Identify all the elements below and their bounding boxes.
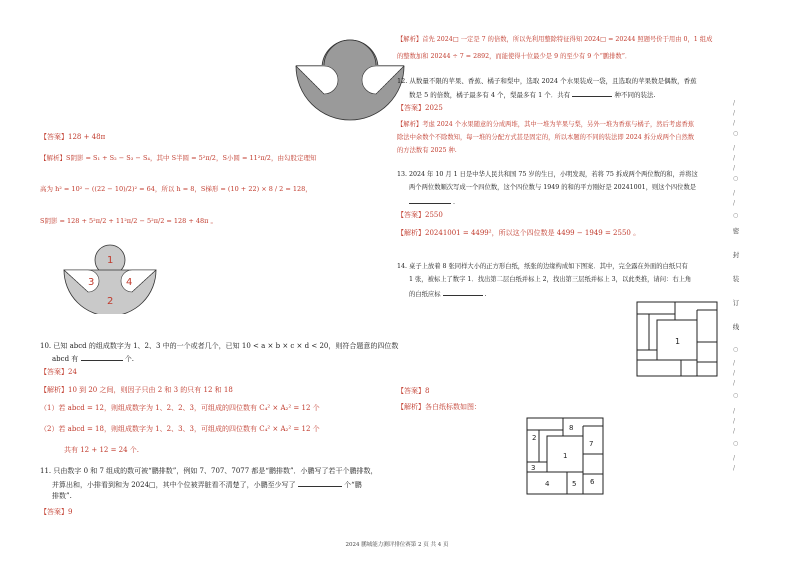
answer-q13: 【答案】2550	[397, 211, 443, 219]
question-12-line2	[409, 89, 656, 100]
fig14b-label-4: 4	[545, 480, 550, 488]
fig14b-label-1: 1	[563, 452, 568, 460]
solution-q12-line2: 除法中余数个不除数知，每一堆的分配方式甚是固定的，所以本题的不同的装法即 2024 拆分成两个自然数	[397, 134, 695, 141]
question-11-text: 并算出和，小排看到和为 2024□，其中个位被弄脏看不清楚了，小鹏至少写了	[52, 481, 296, 489]
question-14-suffix: .	[484, 291, 487, 298]
fig14b-label-3: 3	[531, 464, 536, 472]
binding-marker: /	[733, 120, 736, 127]
solution-q11-line2: 的整数加和 20244 ÷ 7 = 2892，而能使得十位最少是 9 的至少有 9 个“鹏排数”．	[397, 53, 632, 60]
binding-marker: /	[733, 190, 736, 197]
fig14-label-1: 1	[675, 337, 681, 346]
solution-q10-line3: （2）若 abcd = 18，则组成数字为 1、2、3、3，可组成的四位数有 C₄² × A₂² = 12 个	[40, 425, 320, 433]
question-10-text: abcd 有	[52, 355, 79, 363]
fig-label-1: 1	[107, 255, 114, 266]
fig14b-label-8: 8	[569, 424, 574, 432]
question-14-text: 的白纸应标	[409, 291, 441, 298]
solution-q10-line2: （1）若 abcd = 12，则组成数字为 1、2、2、3，可组成的四位数有 C₄² × A₂² = 12 个	[40, 404, 320, 412]
figure-q14-solution	[525, 416, 605, 496]
binding-marker: /	[733, 380, 736, 387]
answer-blank-q12[interactable]	[572, 89, 612, 97]
binding-char-zhuang: 装	[732, 275, 740, 283]
answer-q14: 【答案】8	[397, 387, 430, 395]
question-14-line1: 14. 桌子上放着 8 张同样大小的正方形白纸，纸张的边缘构成如下图案．其中，完全露在外面的白纸只有	[397, 263, 688, 270]
binding-marker: /	[733, 110, 736, 117]
figure-q9-solution	[52, 242, 172, 314]
question-14-line3	[409, 288, 487, 300]
binding-marker: /	[733, 455, 736, 462]
binding-marker: /	[733, 370, 736, 377]
binding-marker: ○	[733, 440, 739, 447]
solution-q10-line4: 共有 12 + 12 = 24 个.	[64, 446, 140, 454]
solution-q9-line3: S阴影 = 128 + 5²π/2 + 11²π/2 − 5²π/2 = 128 + 48π 。	[40, 217, 217, 225]
binding-marker: /	[733, 418, 736, 425]
fig14b-label-7: 7	[589, 440, 594, 448]
fig14b-label-2: 2	[532, 434, 537, 442]
answer-q10: 【答案】24	[40, 368, 77, 376]
question-11-line1: 11. 只由数字 0 和 7 组成的数可被“鹏排数”，例如 7、707、7077 都是“鹏排数”．小鹏写了若干个鹏排数，	[40, 467, 378, 475]
binding-marker: ○	[733, 130, 739, 137]
solution-q9-line1: 【解析】S阴影 = S₁ + S₂ − S₃ − S₄，其中 S半圆 = 5²π/2，S小圆 = 11²π/2，由勾股定理知	[40, 154, 317, 162]
binding-marker: ○	[733, 212, 739, 219]
binding-marker: /	[733, 428, 736, 435]
solution-q11-line1: 【解析】首先 2024□ 一定是 7 的倍数，所以先利用整除特征得知 2024□ = 20244 照题号价于用由 0，1 组成	[397, 36, 713, 43]
question-10-line2	[52, 353, 134, 364]
solution-q14: 【解析】各白纸标数如图：	[397, 403, 481, 411]
fig14b-label-5: 5	[572, 480, 577, 488]
question-13-suffix: .	[453, 199, 456, 206]
binding-marker: /	[733, 100, 736, 107]
binding-marker: /	[733, 155, 736, 162]
binding-marker: /	[733, 465, 736, 472]
binding-char-mi: 密	[732, 227, 740, 235]
question-11-line2	[52, 479, 362, 490]
binding-marker: ○	[733, 346, 739, 353]
question-10-line1: 10. 已知 abcd 的组成数字为 1、2、3 中的一个或者几个，已知 10 < a × b × c × d < 20，则符合题意的四位数	[40, 342, 399, 350]
figure-q14-papers	[635, 300, 719, 378]
answer-q9: 【答案】128 + 48π	[40, 133, 106, 141]
answer-blank-q14[interactable]	[443, 288, 483, 296]
question-14-line2: 1 张，被标上了数字 1．找出第二层白纸并标上 2，找出第三层纸并标上 3，以此类推，请问：右上角	[409, 276, 692, 283]
solution-q10-line1: 【解析】10 到 20 之间，则因子只由 2 和 3 的只有 12 和 18	[40, 386, 233, 394]
binding-char-feng: 封	[732, 251, 740, 259]
question-12-text: 数是 5 的倍数，橘子最多有 4 个，梨最多有 1 个．共有	[409, 91, 571, 99]
solution-q13: 【解析】20241001 = 4499²，所以这个四位数是 4499 − 1949 = 2550 。	[397, 229, 641, 237]
question-13-line3	[409, 196, 455, 208]
fig14b-label-6: 6	[590, 478, 595, 486]
binding-marker: ○	[733, 175, 739, 182]
binding-marker: ○	[733, 392, 739, 399]
page-footer: 2024 鹏城能力测评排位赛第 2 页 共 4 页	[345, 542, 449, 548]
question-11-line3: 排数”.	[52, 492, 72, 500]
answer-blank-q13[interactable]	[409, 196, 451, 204]
answer-q11: 【答案】9	[40, 508, 73, 516]
answer-q12: 【答案】2025	[397, 104, 443, 112]
question-12-suffix: 种不同的装法.	[614, 91, 656, 99]
solution-q9-line2: 高为 h² = 10² − ((22 − 10)/2)² = 64，所以 h = 8，S梯形 = (10 + 22) × 8 / 2 = 128，	[40, 185, 312, 193]
solution-q12-line1: 【解析】考虑 2024 个水果随意的分成两堆，其中一堆为苹果与梨，另外一堆为香蕉与橘子，然后考虑香蕉	[397, 121, 695, 128]
question-13-line1: 13. 2024 年 10 月 1 日是中华人民共和国 75 岁的生日，小明发现，若将 75 拆成两个两位数的和，并将这	[397, 171, 698, 178]
fig-label-3: 3	[88, 277, 95, 288]
fig-label-4: 4	[126, 277, 133, 288]
binding-marker: /	[733, 408, 736, 415]
binding-marker: /	[733, 200, 736, 207]
question-11-suffix: 个“鹏	[344, 481, 362, 489]
question-12-line1: 12. 从数量不限的苹果、香蕉、橘子和梨中，选取 2024 个水果装成一袋，且选取的苹果数是偶数，香蕉	[397, 77, 697, 85]
fig-label-2: 2	[107, 296, 114, 307]
answer-blank-q10[interactable]	[81, 353, 123, 361]
binding-marker: /	[733, 145, 736, 152]
binding-char-xian: 线	[732, 323, 740, 331]
binding-char-ding: 订	[732, 299, 740, 307]
answer-blank-q11[interactable]	[298, 479, 342, 487]
question-13-line2: 两个两位数顺次写成一个四位数，这个四位数与 1949 的和的平方刚好是 20241001，则这个四位数是	[409, 184, 697, 191]
solution-q12-line3: 的方法数有 2025 种.	[397, 147, 457, 154]
binding-marker: /	[733, 360, 736, 367]
figure-q9-shape	[292, 38, 410, 130]
question-10-suffix: 个.	[124, 355, 134, 363]
binding-marker: /	[733, 165, 736, 172]
